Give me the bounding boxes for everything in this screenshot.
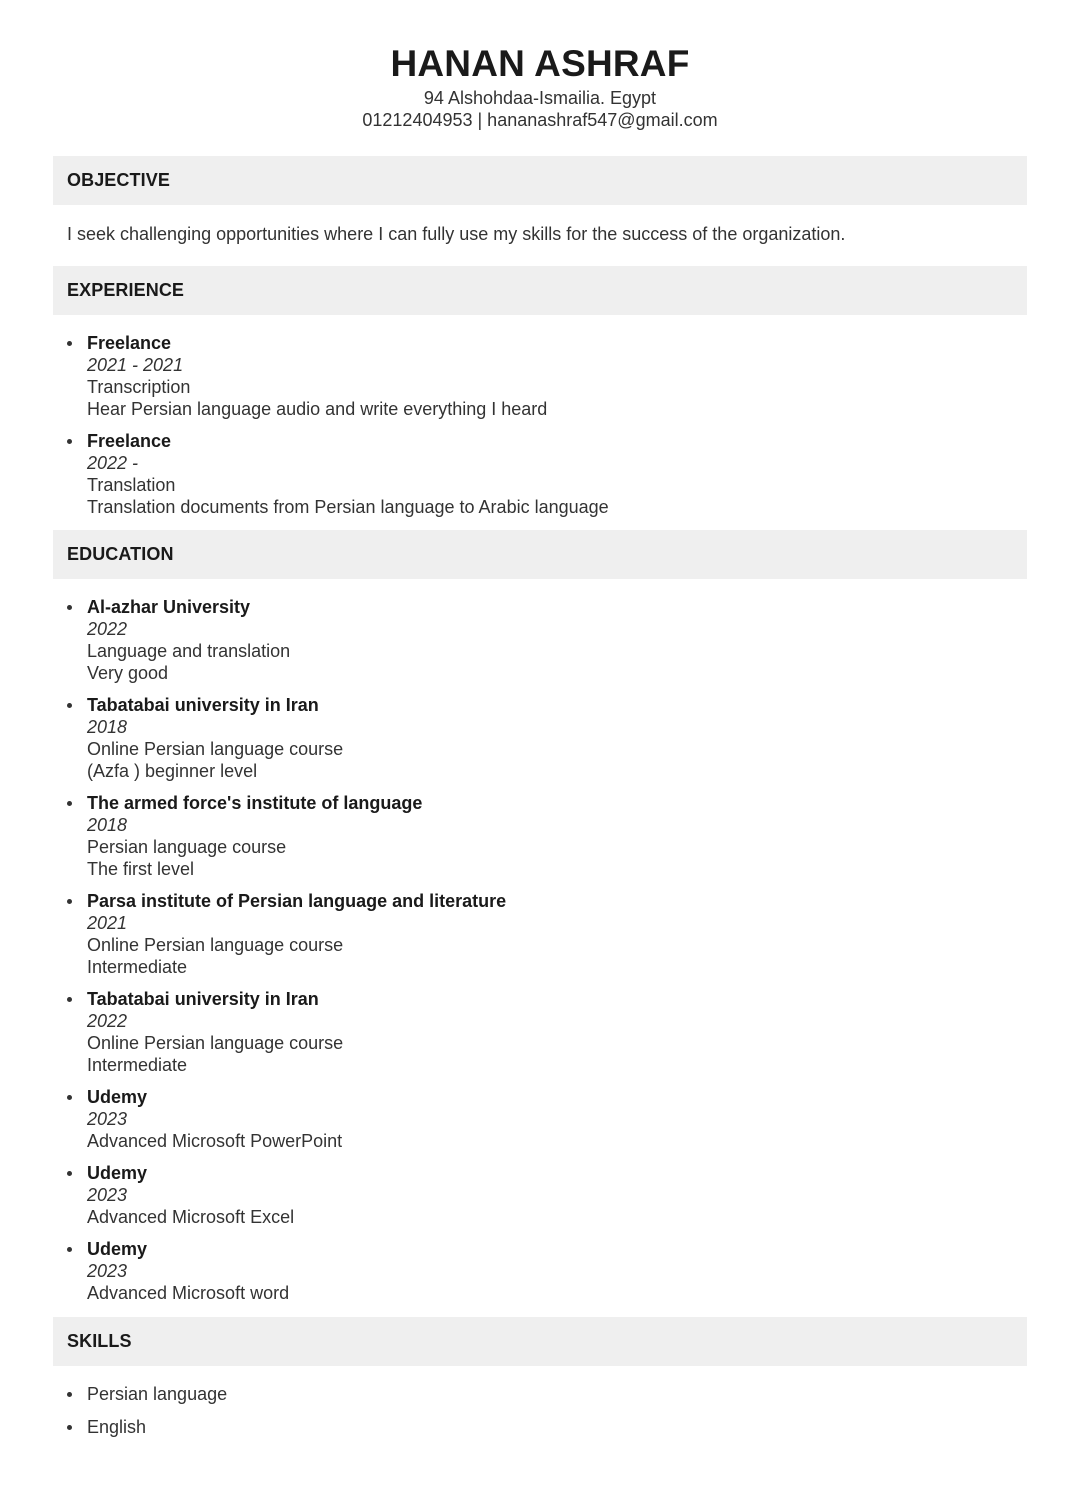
objective-text: I seek challenging opportunities where I can fully use my skills for the success of the organization. [67, 224, 846, 244]
education-institution: Udemy [87, 1239, 148, 1259]
contact-info: 01212404953 | hananashraf547@gmail.com [362, 110, 718, 130]
education-date: 2023 [87, 1109, 128, 1129]
objective-section [53, 156, 1027, 266]
experience-section [53, 266, 1027, 530]
skill-item: Persian language [53, 1383, 1027, 1405]
education-institution: Tabatabai university in Iran [87, 989, 319, 1009]
education-date: 2023 [87, 1261, 128, 1281]
education-program: Online Persian language course [87, 1033, 344, 1053]
skill-item: English [53, 1416, 1027, 1438]
objective-heading: OBJECTIVE [53, 156, 1027, 205]
education-institution: The armed force's institute of language [87, 793, 423, 813]
experience-title: Freelance [87, 333, 172, 353]
education-detail: Intermediate [87, 957, 188, 977]
education-date: 2023 [87, 1185, 128, 1205]
education-program: Advanced Microsoft word [87, 1283, 290, 1303]
education-list [53, 579, 1027, 1304]
education-item [53, 988, 1027, 1076]
education-institution: Parsa institute of Persian language and literature [87, 891, 507, 911]
experience-date: 2022 - [87, 453, 139, 473]
education-date: 2022 [87, 1011, 128, 1031]
education-program: Advanced Microsoft Excel [87, 1207, 295, 1227]
skills-heading: SKILLS [53, 1317, 1027, 1366]
education-institution: Udemy [87, 1163, 148, 1183]
education-program: Online Persian language course [87, 935, 344, 955]
resume-header [53, 0, 1027, 131]
education-item [53, 1238, 1027, 1304]
skills-section [53, 1317, 1027, 1438]
experience-list [53, 315, 1027, 518]
education-item [53, 890, 1027, 978]
education-detail: The first level [87, 859, 195, 879]
experience-heading: EXPERIENCE [53, 266, 1027, 315]
education-item [53, 1162, 1027, 1228]
experience-description: Translation documents from Persian language to Arabic language [87, 497, 609, 517]
education-date: 2021 [87, 913, 128, 933]
education-date: 2018 [87, 717, 128, 737]
experience-description: Hear Persian language audio and write everything I heard [87, 399, 548, 419]
education-item [53, 596, 1027, 684]
education-section [53, 530, 1027, 1317]
education-institution: Al-azhar University [87, 597, 251, 617]
education-detail: Very good [87, 663, 169, 683]
skills-list [53, 1366, 1027, 1438]
education-institution: Tabatabai university in Iran [87, 695, 319, 715]
education-date: 2022 [87, 619, 128, 639]
experience-title: Freelance [87, 431, 172, 451]
education-heading: EDUCATION [53, 530, 1027, 579]
education-institution: Udemy [87, 1087, 148, 1107]
address: 94 Alshohdaa-Ismailia. Egypt [423, 88, 657, 108]
education-item [53, 694, 1027, 782]
candidate-name: HANAN ASHRAF [390, 43, 690, 84]
education-program: Persian language course [87, 837, 287, 857]
education-program: Language and translation [87, 641, 291, 661]
experience-item [53, 430, 1027, 518]
education-date: 2018 [87, 815, 128, 835]
education-program: Advanced Microsoft PowerPoint [87, 1131, 343, 1151]
experience-role: Translation [87, 475, 176, 495]
education-detail: Intermediate [87, 1055, 188, 1075]
education-item [53, 792, 1027, 880]
experience-role: Transcription [87, 377, 191, 397]
education-program: Online Persian language course [87, 739, 344, 759]
experience-date: 2021 - 2021 [87, 355, 184, 375]
education-detail: (Azfa ) beginner level [87, 761, 258, 781]
experience-item [53, 332, 1027, 420]
education-item [53, 1086, 1027, 1152]
